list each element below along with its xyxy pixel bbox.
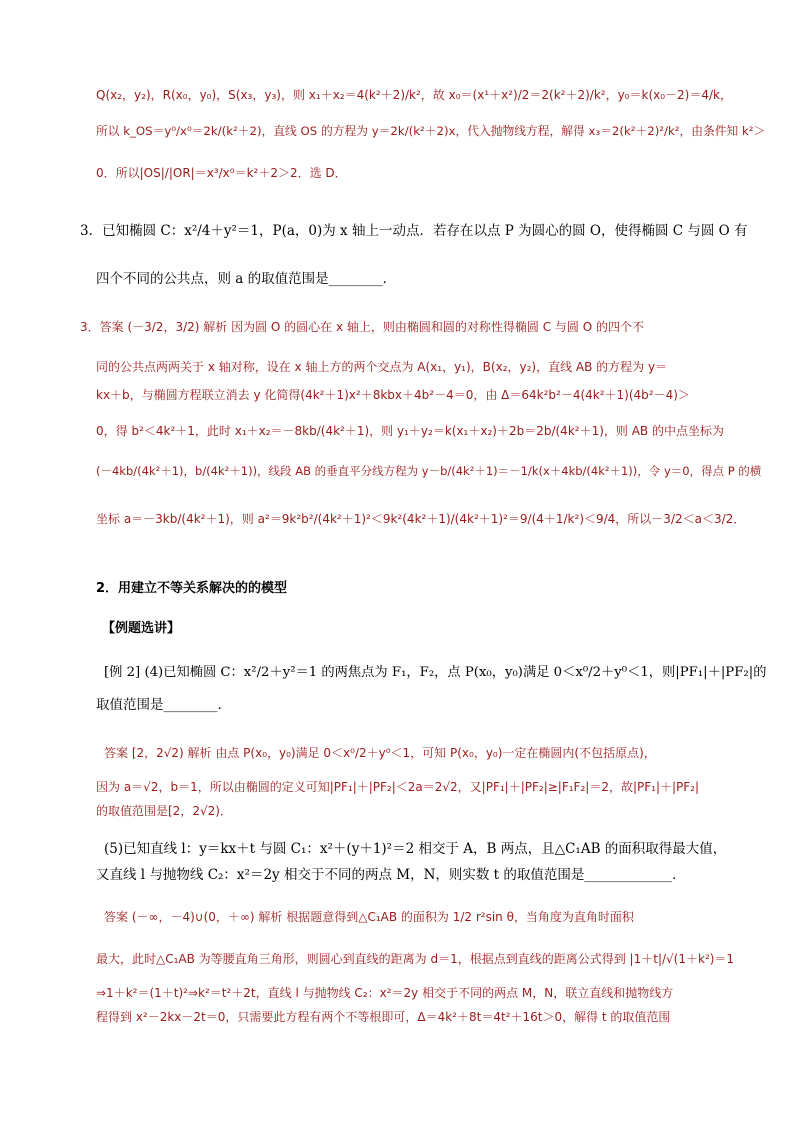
question-3-line: 3．已知椭圆 C：x²/4＋y²＝1，P(a，0)为 x 轴上一动点．若存在以点 P 为圆心的圆 O，使得椭圆 C 与圆 O 有 xyxy=(80,223,748,239)
answer-3-line: (－4kb/(4k²＋1)，b/(4k²＋1))，线段 AB 的垂直平分线方程为 y－b/(4k²＋1)＝－1/k(x＋4kb/(4k²＋1))，令 y＝0，得点 P 的横 xyxy=(96,464,762,478)
answer-3-line: 0，得 b²＜4k²＋1，此时 x₁＋x₂＝－8kb/(4k²＋1)，则 y₁＋y₂＝k(x₁＋x₂)＋2b＝2b/(4k²＋1)，则 AB 的中点坐标为 xyxy=(96,424,724,438)
example-2-line: 取值范围是________． xyxy=(96,697,231,713)
answer-5-line: 答案 (－∞，－4)∪(0，＋∞) 解析 根据题意得到△C₁AB 的面积为 1/2 r²sin θ，当角度为直角时面积 xyxy=(104,910,634,924)
answer-5-line: 程得到 x²－2kx－2t＝0，只需要此方程有两个不等根即可，Δ＝4k²＋8t＝4t²＋16t＞0，解得 t 的取值范围 xyxy=(96,1010,671,1024)
example-2-line: [例 2] (4)已知椭圆 C：x²/2＋y²＝1 的两焦点为 F₁，F₂，点 P(x₀，y₀)满足 0＜x⁰/2＋y⁰＜1，则|PF₁|＋|PF₂|的 xyxy=(104,665,767,680)
section-heading: 2．用建立不等关系解决的的模型 xyxy=(96,581,288,596)
question-3-line: 四个不同的公共点，则 a 的取值范围是________． xyxy=(96,271,397,287)
solution-line: 所以 k_OS＝y⁰/x⁰＝2k/(k²＋2)，直线 OS 的方程为 y＝2k/(k²＋2)x，代入抛物线方程，解得 x₃＝2(k²＋2)²/k²，由条件知 k²＞ xyxy=(96,124,766,138)
answer-3-line: 3．答案 (－3/2，3/2) 解析 因为圆 O 的圆心在 x 轴上，则由椭圆和圆的对称性得椭圆 C 与圆 O 的四个不 xyxy=(80,320,644,334)
answer-4-line: 的取值范围是[2，2√2)． xyxy=(96,804,232,818)
answer-4-line: 答案 [2，2√2) 解析 由点 P(x₀，y₀)满足 0＜x⁰/2＋y⁰＜1，可知 P(x₀，y₀)一定在椭圆内(不包括原点)， xyxy=(104,746,656,760)
example-label: 【例题选讲】 xyxy=(102,621,181,636)
question-5-line: (5)已知直线 l：y＝kx＋t 与圆 C₁：x²＋(y＋1)²＝2 相交于 A，B 两点，且△C₁AB 的面积取得最大值， xyxy=(104,841,727,857)
question-5-line: 又直线 l 与抛物线 C₂：x²＝2y 相交于不同的两点 M，N，则实数 t 的取值范围是_____________． xyxy=(96,867,686,883)
answer-3-line: kx＋b，与椭圆方程联立消去 y 化简得(4k²＋1)x²＋8kbx＋4b²－4＝0，由 Δ＝64k²b²－4(4k²＋1)(4b²－4)＞ xyxy=(96,388,690,402)
answer-3-line: 坐标 a＝－3kb/(4k²＋1)，则 a²＝9k²b²/(4k²＋1)²＜9k²(4k²＋1)/(4k²＋1)²＝9/(4＋1/k²)＜9/4，所以－3/2＜a＜3/2． xyxy=(96,512,746,526)
answer-3-line: 同的公共点两两关于 x 轴对称，设在 x 轴上方的两个交点为 A(x₁，y₁)，B(x₂，y₂)，直线 AB 的方程为 y＝ xyxy=(96,360,668,374)
answer-5-line: ⇒1＋k²＝(1＋t)²⇒k²＝t²＋2t，直线 l 与抛物线 C₂：x²＝2y 相交于不同的两点 M，N，联立直线和抛物线方 xyxy=(96,986,674,1000)
solution-line: Q(x₂，y₂)，R(x₀，y₀)，S(x₃，y₃)，则 x₁＋x₂＝4(k²＋2)/k²，故 x₀＝(x¹＋x²)/2＝2(k²＋2)/k²，y₀＝k(x₀－2)＝4/k， xyxy=(96,88,732,102)
solution-line: 0．所以|OS|/|OR|＝x³/x⁰＝k²＋2＞2．选 D． xyxy=(96,166,347,180)
answer-4-line: 因为 a＝√2，b＝1，所以由椭圆的定义可知|PF₁|＋|PF₂|＜2a＝2√2，又|PF₁|＋|PF₂|≥|F₁F₂|＝2，故|PF₁|＋|PF₂| xyxy=(96,780,700,794)
answer-5-line: 最大，此时△C₁AB 为等腰直角三角形，则圆心到直线的距离为 d＝1，根据点到直线的距离公式得到 |1＋t|/√(1＋k²)＝1 xyxy=(96,952,735,966)
